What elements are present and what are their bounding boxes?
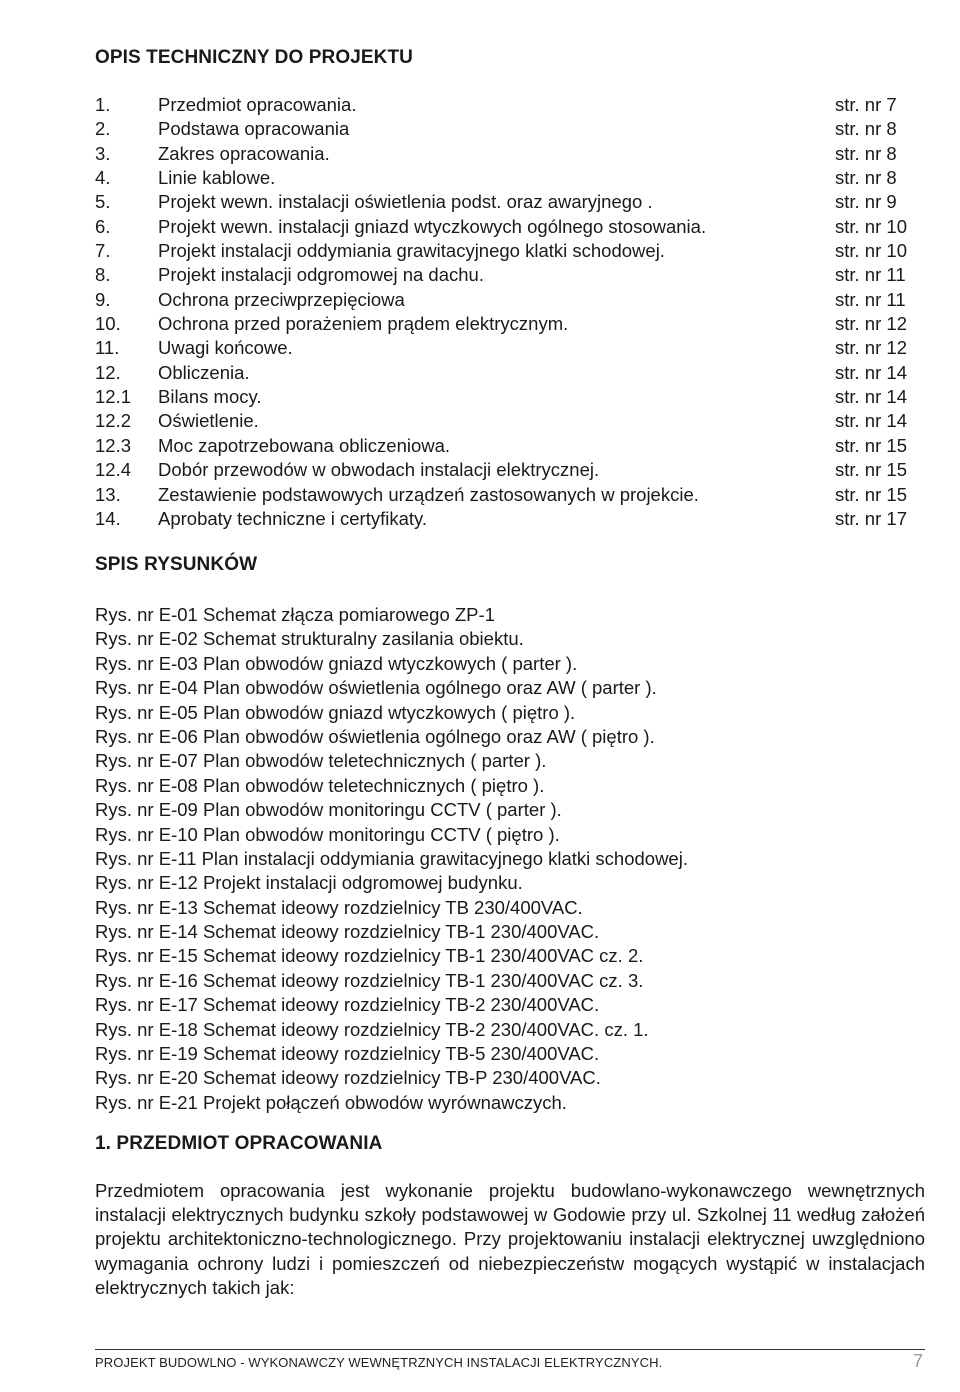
toc-entry-title: Zakres opracowania.	[158, 142, 330, 164]
toc-row	[95, 93, 935, 117]
toc-entry-title: Podstawa opracowania	[158, 118, 350, 140]
toc-entry-title: Oświetlenie.	[158, 410, 259, 432]
figure-list-item: Rys. nr E-12 Projekt instalacji odgromowej budynku.	[95, 872, 523, 894]
toc-page-ref: str. nr 8	[835, 167, 897, 189]
toc-entry-title: Ochrona przeciwprzepięciowa	[158, 288, 405, 310]
toc-row	[95, 507, 935, 531]
figure-list-item: Rys. nr E-09 Plan obwodów monitoringu CCTV ( parter ).	[95, 799, 562, 821]
figure-list-item: Rys. nr E-15 Schemat ideowy rozdzielnicy TB-1 230/400VAC cz. 2.	[95, 945, 644, 967]
toc-entry-title: Dobór przewodów w obwodach instalacji elektrycznej.	[158, 459, 600, 481]
toc-number: 12.4	[95, 459, 132, 481]
toc-row	[95, 215, 935, 239]
toc-page-ref: str. nr 17	[835, 507, 907, 529]
toc-row	[95, 434, 935, 458]
page-number: 7	[913, 1351, 924, 1371]
toc-page-ref: str. nr 15	[835, 434, 907, 456]
figure-list-item: Rys. nr E-19 Schemat ideowy rozdzielnicy TB-5 230/400VAC.	[95, 1043, 600, 1065]
toc-row	[95, 142, 935, 166]
section-heading: 1. PRZEDMIOT OPRACOWANIA	[95, 1133, 383, 1154]
toc-number: 11.	[95, 337, 120, 359]
toc-page-ref: str. nr 14	[835, 410, 907, 432]
figure-list-item: Rys. nr E-01 Schemat złącza pomiarowego ZP-1	[95, 604, 495, 625]
toc-page-ref: str. nr 10	[835, 240, 907, 262]
figure-list-item: Rys. nr E-07 Plan obwodów teletechnicznych ( parter ).	[95, 750, 547, 772]
toc-entry-title: Uwagi końcowe.	[158, 337, 293, 359]
toc-row	[95, 190, 935, 214]
toc-number: 8.	[95, 264, 111, 286]
toc-number: 10.	[95, 313, 121, 335]
toc-page-ref: str. nr 14	[835, 386, 907, 408]
toc-entry-title: Projekt wewn. instalacji oświetlenia podst. oraz awaryjnego .	[158, 191, 653, 213]
section-paragraph: Przedmiotem opracowania jest wykonanie projektu budowlano-wykonawczego wewnętrznych instalacji elektrycznych budynku szkoły podstawowej w Godowie przy ul. Szkolnej 11 według założeń projektu architektoniczno-technologicznego. Przy projektowaniu instalacji elektrycznej uwzględniono wymagania ochrony ludzi i pomieszczeń od niebezpieczeństw mogących wystąpić w instalacjach elektrycznych takich jak:	[95, 1180, 925, 1298]
toc-entry-title: Projekt instalacji odgromowej na dachu.	[158, 264, 484, 286]
toc-entry-title: Linie kablowe.	[158, 167, 276, 189]
toc-entry-title: Moc zapotrzebowana obliczeniowa.	[158, 434, 451, 456]
toc-page-ref: str. nr 11	[835, 288, 906, 310]
toc-row	[95, 483, 935, 507]
toc-row	[95, 117, 935, 141]
figure-list-item: Rys. nr E-21 Projekt połączeń obwodów wyrównawczych.	[95, 1091, 567, 1113]
figure-list-item: Rys. nr E-18 Schemat ideowy rozdzielnicy TB-2 230/400VAC. cz. 1.	[95, 1018, 649, 1040]
toc-page-ref: str. nr 8	[835, 118, 897, 140]
figure-list-item: Rys. nr E-17 Schemat ideowy rozdzielnicy TB-2 230/400VAC.	[95, 994, 600, 1016]
toc-number: 13.	[95, 483, 121, 505]
figure-list-item: Rys. nr E-06 Plan obwodów oświetlenia ogólnego oraz AW ( piętro ).	[95, 725, 655, 747]
toc-number: 7.	[95, 240, 111, 262]
toc-number: 2.	[95, 118, 111, 140]
toc-heading: OPIS TECHNICZNY DO PROJEKTU	[95, 47, 413, 68]
figure-list-item: Rys. nr E-03 Plan obwodów gniazd wtyczkowych ( parter ).	[95, 652, 578, 674]
toc-entry-title: Projekt wewn. instalacji gniazd wtyczkowych ogólnego stosowania.	[158, 215, 707, 237]
toc-number: 1.	[95, 94, 111, 115]
toc-row	[95, 385, 935, 409]
figures-heading: SPIS RYSUNKÓW	[95, 554, 258, 575]
toc-row	[95, 312, 935, 336]
figure-list-item: Rys. nr E-05 Plan obwodów gniazd wtyczkowych ( piętro ).	[95, 701, 576, 723]
toc-number: 4.	[95, 167, 111, 189]
toc-page-ref: str. nr 7	[835, 94, 897, 115]
toc-row	[95, 166, 935, 190]
toc-entry-title: Projekt instalacji oddymiania grawitacyjnego klatki schodowej.	[158, 240, 665, 262]
toc-number: 9.	[95, 288, 111, 310]
toc-entry-title: Ochrona przed porażeniem prądem elektrycznym.	[158, 313, 569, 335]
figure-list-item: Rys. nr E-04 Plan obwodów oświetlenia ogólnego oraz AW ( parter ).	[95, 677, 657, 699]
toc-page-ref: str. nr 11	[835, 264, 906, 286]
footer-text: PROJEKT BUDOWLNO - WYKONAWCZY WEWNĘTRZNYCH INSTALACJI ELEKTRYCZNYCH.	[95, 1355, 663, 1370]
figure-list-item: Rys. nr E-20 Schemat ideowy rozdzielnicy TB-P 230/400VAC.	[95, 1067, 601, 1089]
toc-page-ref: str. nr 8	[835, 142, 897, 164]
toc-number: 6.	[95, 215, 111, 237]
toc-page-ref: str. nr 10	[835, 215, 907, 237]
toc-entry-title: Obliczenia.	[158, 361, 250, 383]
toc-page-ref: str. nr 12	[835, 313, 907, 335]
toc-entry-title: Bilans mocy.	[158, 386, 262, 408]
toc-row	[95, 263, 935, 287]
toc-number: 12.1	[95, 386, 132, 408]
toc-page-ref: str. nr 9	[835, 191, 897, 213]
toc-number: 3.	[95, 142, 111, 164]
toc-row	[95, 409, 935, 433]
figure-list-item: Rys. nr E-11 Plan instalacji oddymiania grawitacyjnego klatki schodowej.	[95, 847, 688, 869]
figure-list-item: Rys. nr E-16 Schemat ideowy rozdzielnicy TB-1 230/400VAC cz. 3.	[95, 969, 644, 991]
toc-entry-title: Zestawienie podstawowych urządzeń zastosowanych w projekcie.	[158, 483, 699, 505]
toc-row	[95, 239, 935, 263]
figure-list-item: Rys. nr E-14 Schemat ideowy rozdzielnicy TB-1 230/400VAC.	[95, 921, 600, 943]
toc-page-ref: str. nr 12	[835, 337, 907, 359]
toc-number: 12.	[95, 361, 121, 383]
toc-number: 12.3	[95, 434, 132, 456]
table-of-contents	[95, 93, 935, 531]
toc-entry-title: Przedmiot opracowania.	[158, 94, 357, 115]
toc-page-ref: str. nr 15	[835, 483, 907, 505]
figure-list-item: Rys. nr E-13 Schemat ideowy rozdzielnicy TB 230/400VAC.	[95, 896, 583, 918]
toc-number: 12.2	[95, 410, 132, 432]
toc-row	[95, 458, 935, 482]
figures-list	[95, 603, 935, 1115]
toc-page-ref: str. nr 14	[835, 361, 907, 383]
toc-row	[95, 361, 935, 385]
figure-list-item: Rys. nr E-02 Schemat strukturalny zasilania obiektu.	[95, 628, 524, 650]
toc-row	[95, 288, 935, 312]
toc-number: 5.	[95, 191, 111, 213]
figure-list-item: Rys. nr E-10 Plan obwodów monitoringu CCTV ( piętro ).	[95, 823, 560, 845]
footer-divider	[95, 1349, 925, 1350]
figure-list-item: Rys. nr E-08 Plan obwodów teletechnicznych ( piętro ).	[95, 774, 545, 796]
toc-page-ref: str. nr 15	[835, 459, 907, 481]
toc-number: 14.	[95, 507, 121, 529]
toc-row	[95, 336, 935, 360]
toc-entry-title: Aprobaty techniczne i certyfikaty.	[158, 507, 428, 529]
